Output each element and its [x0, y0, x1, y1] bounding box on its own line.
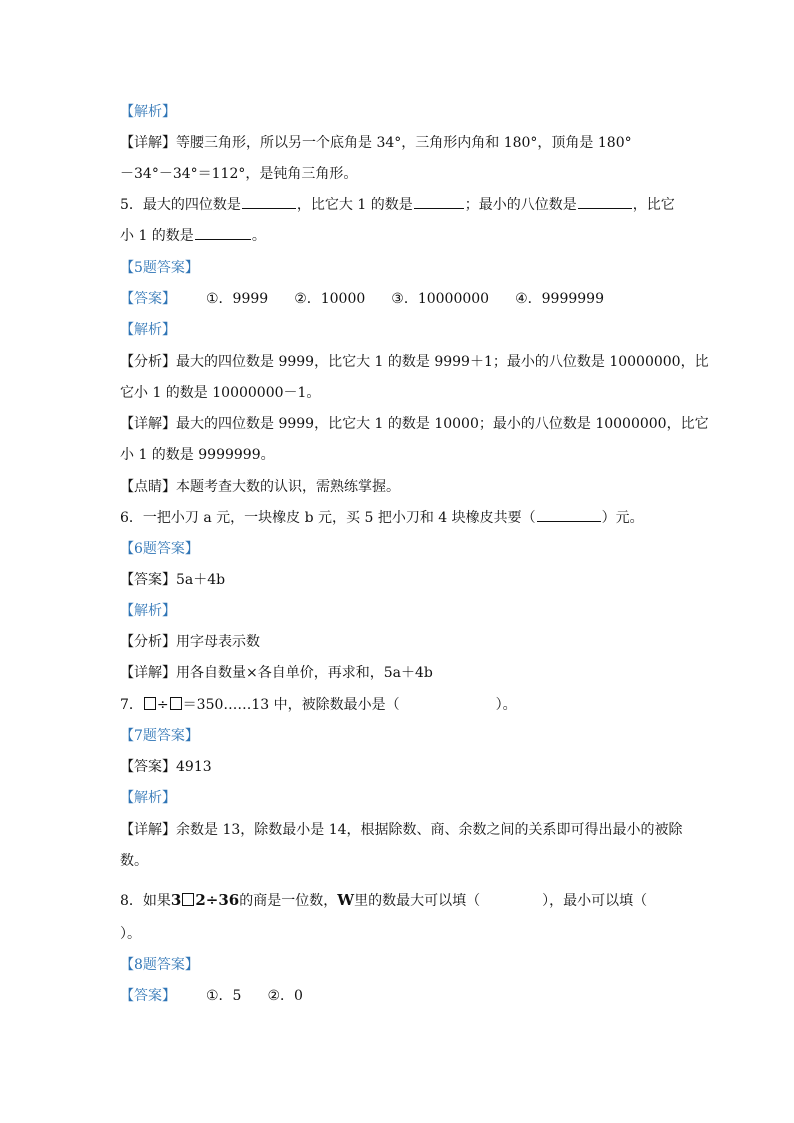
q5-text: 。 — [251, 228, 266, 244]
q6-text: ）元。 — [601, 510, 644, 526]
detail-line: 【详解】用各自数量×各自单价，再求和，5a＋4b — [120, 665, 433, 681]
question-5-line-2 — [120, 224, 266, 248]
analysis-line: 【分析】最大的四位数是 9999，比它大 1 的数是 9999＋1；最小的八位数是 10000000，比 — [120, 354, 709, 370]
q6-text: 6．一把小刀 a 元，一块橡皮 b 元，买 5 把小刀和 4 块橡皮共要（ — [120, 510, 536, 526]
detail-line: 【详解】最大的四位数是 9999，比它大 1 的数是 10000；最小的八位数是 10000000，比它 — [120, 416, 709, 432]
section-label-jiexi: 【解析】 — [120, 104, 176, 120]
answer-6: 【答案】5a＋4b — [120, 572, 226, 588]
answer-label: 【答案】 — [120, 988, 176, 1004]
q5-text: ；最小的八位数是 — [464, 197, 577, 213]
question-8-line-1 — [120, 888, 647, 912]
q5-text: 小 1 的数是 — [120, 228, 194, 244]
q5-text: ，比它大 1 的数是 — [296, 197, 413, 213]
answer-5 — [120, 287, 604, 311]
q8-expression: 3 2÷36 — [170, 891, 240, 909]
q8-symbol: W — [337, 891, 355, 909]
answer-8 — [120, 984, 303, 1008]
analysis-line: 【分析】用字母表示数 — [120, 634, 260, 650]
detail-line: －34°－34°＝112°，是钝角三角形。 — [120, 166, 358, 182]
question-7 — [120, 693, 517, 717]
empty-box-icon — [144, 697, 156, 710]
q8-text: 里的数最大可以填（ — [354, 893, 481, 909]
answer-item: ②．10000 — [294, 291, 366, 307]
analysis-line: 它小 1 的数是 10000000－1。 — [120, 385, 321, 401]
q7-text: ÷ — [156, 697, 169, 713]
answer-blank — [537, 507, 601, 522]
q5-text: 5．最大的四位数是 — [120, 197, 241, 213]
detail-line: 数。 — [120, 853, 148, 869]
q5-text: ，比它 — [632, 197, 675, 213]
answer-blank — [414, 194, 464, 209]
q7-text: ）。 — [495, 697, 517, 713]
answer-heading-6: 【6题答案】 — [120, 541, 199, 557]
question-8-line-2: ）。 — [120, 926, 141, 942]
detail-line: 小 1 的数是 9999999。 — [120, 447, 275, 463]
section-label-jiexi: 【解析】 — [120, 790, 176, 806]
section-label-jiexi: 【解析】 — [120, 322, 176, 338]
detail-line: 【详解】等腰三角形，所以另一个底角是 34°，三角形内角和 180°，顶角是 180° — [120, 135, 632, 151]
q8-text: ），最小可以填（ — [542, 893, 648, 909]
section-label-jiexi: 【解析】 — [120, 603, 176, 619]
q8-text: 的商是一位数， — [239, 893, 338, 909]
answer-item: ④．9999999 — [515, 291, 604, 307]
answer-label: 【答案】 — [120, 291, 176, 307]
answer-7: 【答案】4913 — [120, 759, 212, 775]
answer-item: ③．10000000 — [391, 291, 490, 307]
q8-text: 8．如果 — [120, 893, 171, 909]
answer-item: ①．5 — [206, 988, 242, 1004]
answer-item: ①．9999 — [206, 291, 269, 307]
q7-text: 7． — [120, 697, 143, 713]
empty-box-icon — [182, 893, 194, 906]
answer-heading-8: 【8题答案】 — [120, 957, 199, 973]
empty-box-icon — [170, 697, 182, 710]
answer-blank — [242, 194, 296, 209]
answer-blank — [578, 194, 632, 209]
question-6 — [120, 506, 644, 530]
answer-heading-5: 【5题答案】 — [120, 260, 199, 276]
q7-text: ＝350……13 中，被除数最小是（ — [182, 697, 400, 713]
detail-line: 【详解】余数是 13，除数最小是 14，根据除数、商、余数之间的关系即可得出最小的被除 — [120, 822, 683, 838]
question-5-line-1 — [120, 193, 675, 217]
answer-item: ②．0 — [267, 988, 303, 1004]
comment-line: 【点睛】本题考查大数的认识，需熟练掌握。 — [120, 479, 400, 495]
answer-blank — [195, 225, 251, 240]
answer-heading-7: 【7题答案】 — [120, 728, 199, 744]
